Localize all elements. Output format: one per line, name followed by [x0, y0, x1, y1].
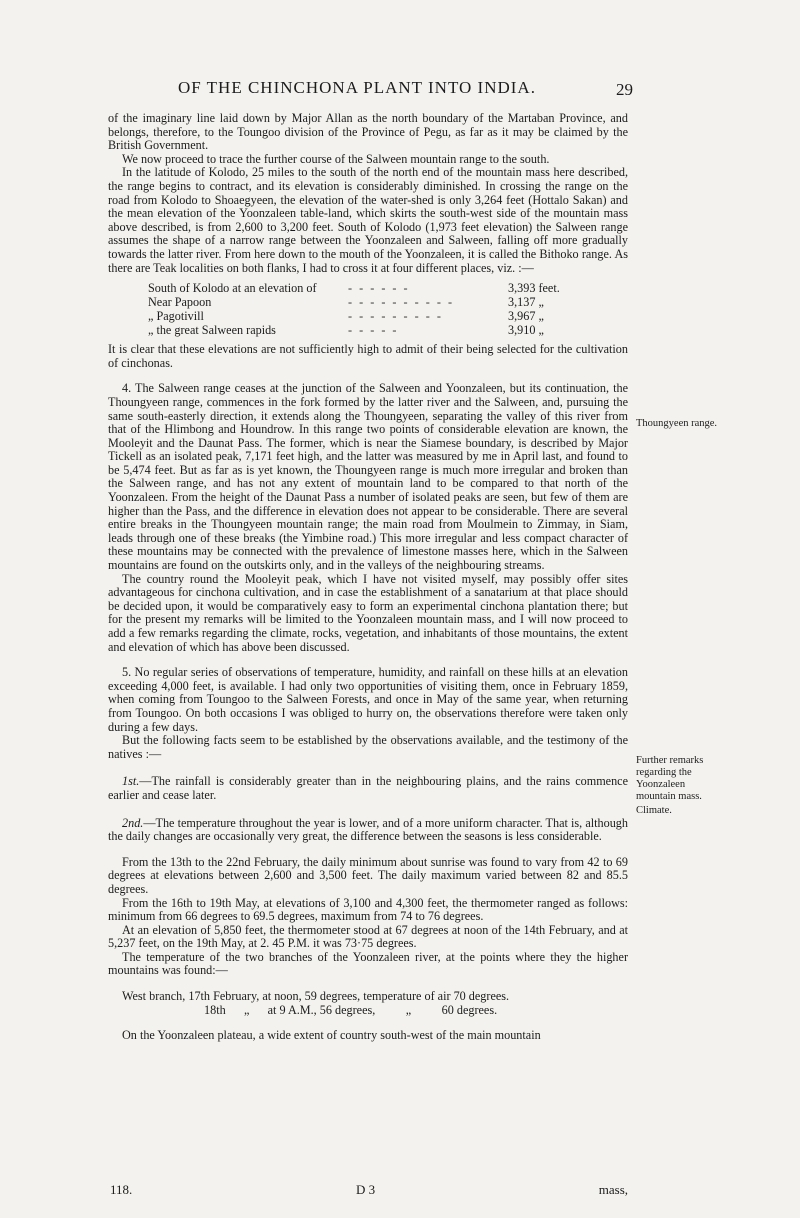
- paragraph: But the following facts seem to be established by the observations available, and the testimony of the natives :—: [108, 733, 628, 761]
- paragraph: In the latitude of Kolodo, 25 miles to the south of the north end of the mountain mass here described, the range begins to contract, and its elevation is considerably diminished. In crossing the range on the road from Kolodo to Shoaegyeen, the elevation of the water-shed is only 3,264 feet (Hottalo Sakan) and the mean elevation of the Yoonzaleen table-land, which skirts the south-west side of the mountain mass above described, is from 2,600 to 3,200 feet. South of Kolodo (1,973 feet elevation) the Salween range assumes the shape of a narrow range between the Yoonzaleen and Salween, falling off more gradually towards the latter river. From here down to the mouth of the Yoonzaleen, it is called the Bithoko range. As there are Teak localities on both flanks, I had to cross it at four different places, viz. :—: [108, 165, 628, 275]
- table-cell-place: South of Kolodo at an elevation of: [148, 281, 317, 296]
- catchword: mass,: [598, 1182, 628, 1197]
- table-cell-value: 3,393 feet.: [508, 281, 560, 296]
- paragraph: On the Yoonzaleen plateau, a wide extent of country south-west of the main mountain: [122, 1028, 541, 1043]
- table-cell-value: 3,910 „: [508, 323, 544, 338]
- paragraph: From the 16th to 19th May, at elevations of 3,100 and 4,300 feet, the thermometer ranged as follows: minimum from 66 degrees to 69.5 degrees, maximum from 74 to 76 degrees.: [108, 895, 628, 924]
- table-cell-place: „ the great Salween rapids: [148, 323, 276, 338]
- paragraph: It is clear that these elevations are not sufficiently high to admit of their being selected for the cultivation of cinchonas.: [108, 342, 628, 370]
- paragraph: [108, 775, 628, 802]
- paragraph: The country round the Mooleyit peak, which I have not visited myself, may possibly offer sites advantageous for cinchona cultivation, and in case the establishment of a sanatarium at that place should be decided upon, it would be comparatively easy to form an experimental cinchona plantation there; but for the present my remarks will be limited to the Yoonzaleen mountain mass, and I will now proceed to add a few remarks regarding the climate, rocks, vegetation, and inhabitants of those mountains, the extent and elevation of which has above been discussed.: [108, 571, 628, 654]
- signature-number: 118.: [110, 1182, 133, 1197]
- paragraph: The temperature of the two branches of the Yoonzaleen river, at the points where they the higher mountains was found:—: [108, 949, 628, 978]
- measurement-line: West branch, 17th February, at noon, 59 degrees, temperature of air 70 degrees.: [122, 989, 510, 1004]
- paragraph: of the imaginary line laid down by Major Allan as the north boundary of the Martaban Province, and belongs, therefore, to the Toungoo division of the Province of Pegu, as far as it may be claimed by the British Government.: [108, 111, 628, 153]
- paragraph: We now proceed to trace the further course of the Salween mountain range to the south.: [122, 151, 550, 166]
- table-row: [148, 323, 598, 337]
- paragraph: From the 13th to the 22nd February, the daily minimum about sunrise was found to vary from 42 to 69 degrees at elevations between 2,600 and 3,500 feet. The daily maximum varied between 82 and 85.5 degrees.: [108, 854, 628, 896]
- table-row: [148, 295, 598, 309]
- table-cell-place: „ Pagotivill: [148, 309, 204, 324]
- page-number: 29: [616, 80, 633, 99]
- margin-note: Thoungyeen range.: [636, 418, 718, 429]
- paragraph-text: —The temperature throughout the year is lower, and of a more uniform character. That is, although the daily changes are occasionally very great, the difference between the seasons is less considerable.: [108, 815, 628, 844]
- elevations-table: [148, 281, 598, 337]
- numbered-label: 2nd.: [122, 815, 144, 830]
- leader-dots: - - - - -: [348, 323, 399, 338]
- table-row: [148, 309, 598, 323]
- table-cell-value: 3,137 „: [508, 295, 544, 310]
- signature-mark: D 3: [356, 1182, 376, 1197]
- table-cell-value: 3,967 „: [508, 309, 544, 324]
- paragraph: 5. No regular series of observations of temperature, humidity, and rainfall on these hills at an elevation exceeding 4,000 feet, is available. I had only two opportunities of visiting them, once in February 1859, when coming from Toungoo to the Salween Forests, and once in May of the same year, when returning from Toungoo. On both occasions I was obliged to hurry on, the observations therefore were taken only during a few days.: [108, 665, 628, 734]
- paragraph: 4. The Salween range ceases at the junction of the Salween and Yoonzaleen, but its continuation, the Thoungyeen range, commences in the fork formed by the latter river and the Salween, and, pursuing the same south-easterly direction, it extends along the Thoungyeen, separating the valley of this river from that of the Hlimbong and Houndrow. In this range two points of considerable elevation are known, the Mooleyit and the Daunat Pass. The former, which is near the Siamese boundary, is described by Major Tickell as an isolated peak, 7,171 feet high, and the latter was measured by me in April last, and found to be 5,474 feet. But as far as is yet known, the Thoungyeen range is much more irregular and broken than the Salween range, and has not any extent of mountain land to be compared to that north of the Yoonzaleen. From the height of the Daunat Pass a number of isolated peaks are seen, but few of them are higher than the Pass, and the difference in elevation does not appear to be considerable. There are several entire breaks in the Thoungyeen mountain range; the main road from Moulmein to Zimmay, in Siam, leads through one of these breaks (the Yimbine road.) This more irregular and less compact character of these mountains may be connected with the prevalence of limestone masses here, which in the Salween mountains are found on the outskirts only, and in the valleys of the neighbouring streams.: [108, 381, 628, 573]
- leader-dots: - - - - - -: [348, 281, 410, 296]
- numbered-label: 1st.: [122, 774, 140, 789]
- body-text: [108, 112, 628, 1043]
- margin-note: Climate.: [636, 805, 672, 816]
- table-cell-place: Near Papoon: [148, 295, 212, 310]
- margin-note: Further remarks regarding the Yoonzaleen mountain mass.: [636, 755, 704, 802]
- running-title: OF THE CHINCHONA PLANT INTO INDIA.: [178, 78, 536, 97]
- measurement-line: 18th „ at 9 A.M., 56 degrees, „ 60 degrees.: [204, 1002, 498, 1017]
- paragraph: At an elevation of 5,850 feet, the thermometer stood at 67 degrees at noon of the 14th February, and at 5,237 feet, on the 19th May, at 2. 45 P.M. it was 73·75 degrees.: [108, 922, 628, 951]
- table-row: [148, 281, 598, 295]
- paragraph: [108, 817, 628, 844]
- paragraph-text: —The rainfall is considerably greater than in the neighbouring plains, and the rains commence earlier and cease later.: [108, 774, 628, 802]
- leader-dots: - - - - - - - - -: [348, 309, 443, 324]
- leader-dots: - - - - - - - - - -: [348, 295, 455, 310]
